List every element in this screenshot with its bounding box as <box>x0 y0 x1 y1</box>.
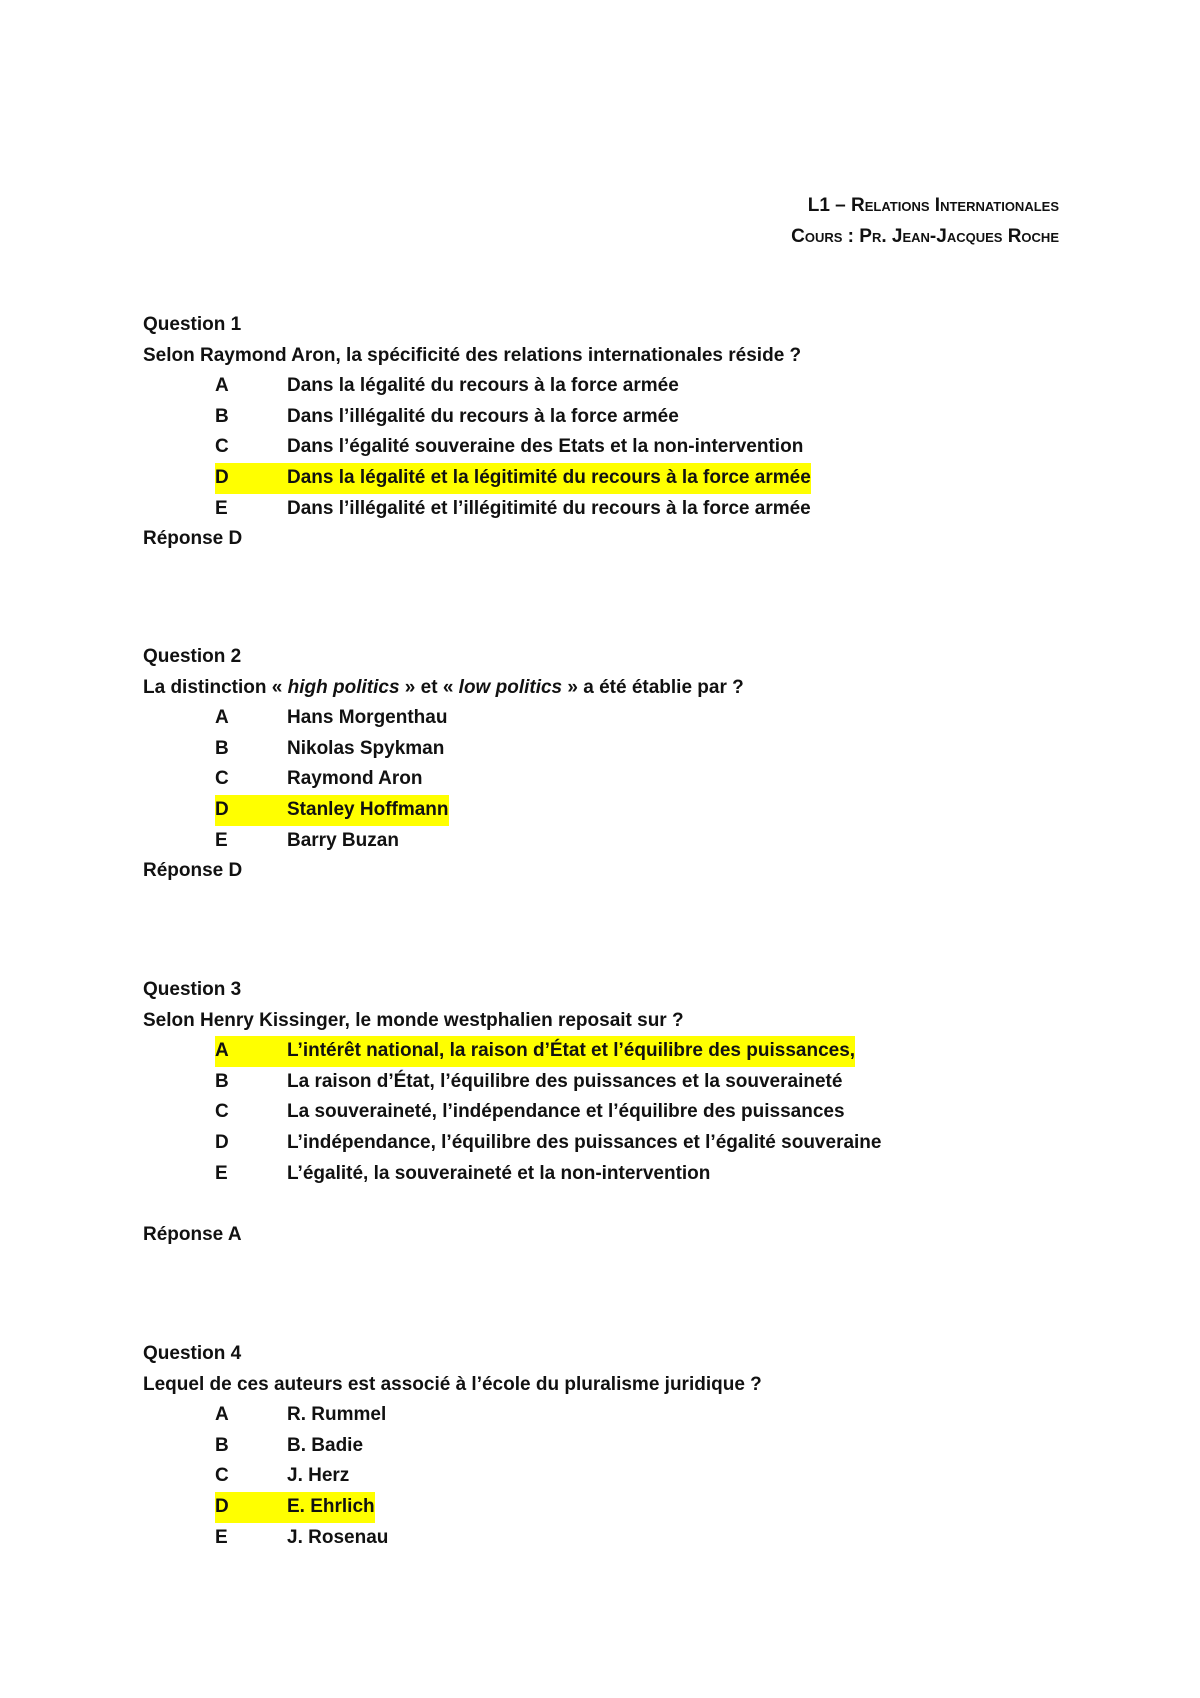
option-e <box>143 1523 1043 1554</box>
option-letter: A <box>215 1404 229 1426</box>
answer-highlight <box>215 1492 375 1523</box>
option-text: Nikolas Spykman <box>287 737 445 759</box>
option-text: L’intérêt national, la raison d’État et l’équilibre des puissances, <box>287 1040 856 1062</box>
option-letter: E <box>215 1162 228 1184</box>
question-text: Selon Raymond Aron, la spécificité des relations internationales réside ? <box>143 344 802 366</box>
course-header <box>791 190 1059 252</box>
option-text: E. Ehrlich <box>287 1495 375 1517</box>
answer-line: Réponse D <box>143 528 243 550</box>
option-d-correct <box>143 463 1043 494</box>
option-text: L’indépendance, l’équilibre des puissances et l’égalité souveraine <box>287 1131 882 1153</box>
answer-line: Réponse A <box>143 1223 242 1245</box>
option-letter: E <box>215 829 228 851</box>
option-text: Dans l’illégalité et l’illégitimité du recours à la force armée <box>287 497 811 519</box>
question-text-part: » et « <box>399 676 459 698</box>
option-text: R. Rummel <box>287 1404 387 1426</box>
option-text: J. Rosenau <box>287 1526 389 1548</box>
option-d-correct <box>143 1492 1043 1523</box>
option-text: Stanley Hoffmann <box>287 798 449 820</box>
option-letter: B <box>215 1434 229 1456</box>
option-b <box>143 402 1043 433</box>
option-d <box>143 1128 1043 1159</box>
question-text-italic: low politics <box>458 676 563 698</box>
option-b <box>143 1431 1043 1462</box>
header-instructor: Cours : Pr. Jean-Jacques Roche <box>791 226 1059 247</box>
option-a <box>143 703 1043 734</box>
option-e <box>143 1159 1043 1190</box>
question-text-part: La distinction « <box>143 676 288 698</box>
blank-line <box>143 1189 1043 1220</box>
option-text: Dans l’égalité souveraine des Etats et la non-intervention <box>287 436 804 458</box>
option-letter: C <box>215 1465 229 1487</box>
question-text: Selon Henry Kissinger, le monde westphalien reposait sur ? <box>143 1009 684 1031</box>
option-letter: D <box>215 1495 229 1517</box>
option-a-correct <box>143 1036 1043 1067</box>
option-letter: D <box>215 1131 229 1153</box>
option-letter: A <box>215 707 229 729</box>
option-letter: B <box>215 737 229 759</box>
question-text-italic: high politics <box>287 676 400 698</box>
option-text: Dans l’illégalité du recours à la force armée <box>287 405 679 427</box>
option-c <box>143 1461 1043 1492</box>
question-2 <box>143 642 1043 887</box>
option-text: B. Badie <box>287 1434 364 1456</box>
option-c <box>143 1097 1043 1128</box>
option-c <box>143 432 1043 463</box>
option-text: Dans la légalité du recours à la force armée <box>287 375 679 397</box>
header-course-title: L1 – Relations Internationales <box>807 195 1059 216</box>
option-text: La souveraineté, l’indépendance et l’équilibre des puissances <box>287 1101 845 1123</box>
option-c <box>143 764 1043 795</box>
option-letter: B <box>215 405 229 427</box>
option-a <box>143 371 1043 402</box>
question-title: Question 2 <box>143 646 242 667</box>
option-text: Dans la légalité et la légitimité du recours à la force armée <box>287 466 811 488</box>
option-a <box>143 1400 1043 1431</box>
option-letter: D <box>215 798 229 820</box>
option-letter: A <box>215 375 229 397</box>
option-letter: C <box>215 436 229 458</box>
option-b <box>143 734 1043 765</box>
option-text: L’égalité, la souveraineté et la non-intervention <box>287 1162 711 1184</box>
option-letter: C <box>215 1101 229 1123</box>
option-e <box>143 494 1043 525</box>
answer-line: Réponse D <box>143 860 243 882</box>
option-letter: D <box>215 466 229 488</box>
option-letter: A <box>215 1040 229 1062</box>
question-text: Lequel de ces auteurs est associé à l’école du pluralisme juridique ? <box>143 1373 762 1395</box>
option-letter: C <box>215 768 229 790</box>
option-b <box>143 1067 1043 1098</box>
question-text-part: » a été établie par ? <box>562 676 744 698</box>
option-text: J. Herz <box>287 1465 350 1487</box>
option-letter: E <box>215 1526 228 1548</box>
question-title: Question 3 <box>143 979 242 1000</box>
option-e <box>143 826 1043 857</box>
question-3 <box>143 975 1043 1250</box>
option-text: Raymond Aron <box>287 768 423 790</box>
answer-highlight <box>215 795 449 826</box>
option-d-correct <box>143 795 1043 826</box>
answer-highlight <box>215 1036 855 1067</box>
option-letter: B <box>215 1070 229 1092</box>
option-text: Hans Morgenthau <box>287 707 448 729</box>
question-1 <box>143 310 1043 555</box>
question-title: Question 1 <box>143 314 242 335</box>
answer-highlight <box>215 463 811 494</box>
option-letter: E <box>215 497 228 519</box>
question-title: Question 4 <box>143 1343 242 1364</box>
option-text: La raison d’État, l’équilibre des puissances et la souveraineté <box>287 1070 843 1092</box>
question-text <box>143 673 1043 704</box>
question-4 <box>143 1339 1043 1553</box>
option-text: Barry Buzan <box>287 829 399 851</box>
